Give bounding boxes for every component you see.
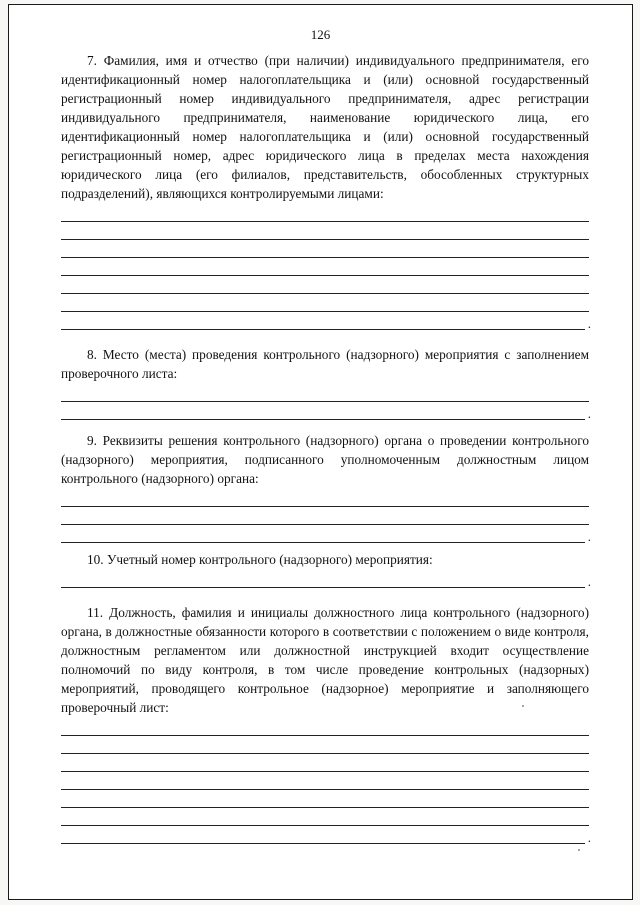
blank-line[interactable] [61, 276, 589, 294]
blank-line[interactable] [61, 772, 589, 790]
section-10-blank-lines [61, 570, 589, 588]
section-7-text: 7. Фамилия, имя и отчество (при наличии) индивидуального предпринимателя, его идентификационный номер налогоплательщика и (или) основной государственный регистрационный номер индивидуального предпринимателя, адрес регистрации индивидуального предпринимателя, наименование юридического лица, его идентификационный номер налогоплательщика и (или) основной государственный регистрационный номер, адрес юридического лица в пределах места нахождения юридического лица (его филиалов, представительств, обособленных структурных подразделений), являющихся контролируемыми лицами: [61, 53, 589, 201]
section-9 [61, 431, 589, 543]
section-9-blank-lines [61, 489, 589, 543]
scan-speck [522, 705, 524, 707]
blank-line[interactable] [61, 525, 585, 543]
blank-line[interactable] [61, 384, 589, 402]
blank-line[interactable] [61, 826, 585, 844]
blank-line[interactable] [61, 808, 589, 826]
blank-line[interactable] [61, 754, 589, 772]
section-8 [61, 345, 589, 420]
section-8-text: 8. Место (места) проведения контрольного (надзорного) мероприятия с заполнением проверочного листа: [61, 347, 589, 381]
document-page [8, 4, 633, 900]
section-11-text: 11. Должность, фамилия и инициалы должностного лица контрольного (надзорного) органа, в должностные обязанности которого в соответствии с положением о виде контроля, должностным регламентом или должностной инструкцией входит осуществление полномочий по виду контроля, в том числе проведение контрольных (надзорных) мероприятий, проводящего контрольное (надзорное) мероприятие и заполняющего проверочный лист: [61, 605, 589, 715]
section-11 [61, 603, 589, 844]
blank-line[interactable] [61, 240, 589, 258]
section-9-text: 9. Реквизиты решения контрольного (надзорного) органа о проведении контрольного (надзорного) мероприятия, подписанного уполномоченным должностным лицом контрольного (надзорного) органа: [61, 433, 589, 486]
section-10 [61, 550, 589, 588]
blank-line[interactable] [61, 204, 589, 222]
scan-speck [578, 849, 580, 851]
section-11-blank-lines [61, 718, 589, 844]
blank-line[interactable] [61, 402, 585, 420]
blank-line[interactable] [61, 570, 585, 588]
section-7-blank-lines [61, 204, 589, 330]
blank-line[interactable] [61, 489, 589, 507]
blank-line[interactable] [61, 312, 585, 330]
blank-line[interactable] [61, 222, 589, 240]
section-10-text: 10. Учетный номер контрольного (надзорного) мероприятия: [87, 552, 433, 567]
blank-line[interactable] [61, 294, 589, 312]
blank-line[interactable] [61, 507, 589, 525]
section-8-blank-lines [61, 384, 589, 420]
page-number: 126 [310, 27, 331, 42]
blank-line[interactable] [61, 790, 589, 808]
blank-line[interactable] [61, 736, 589, 754]
blank-line[interactable] [61, 718, 589, 736]
blank-line[interactable] [61, 258, 589, 276]
section-7 [61, 51, 589, 330]
